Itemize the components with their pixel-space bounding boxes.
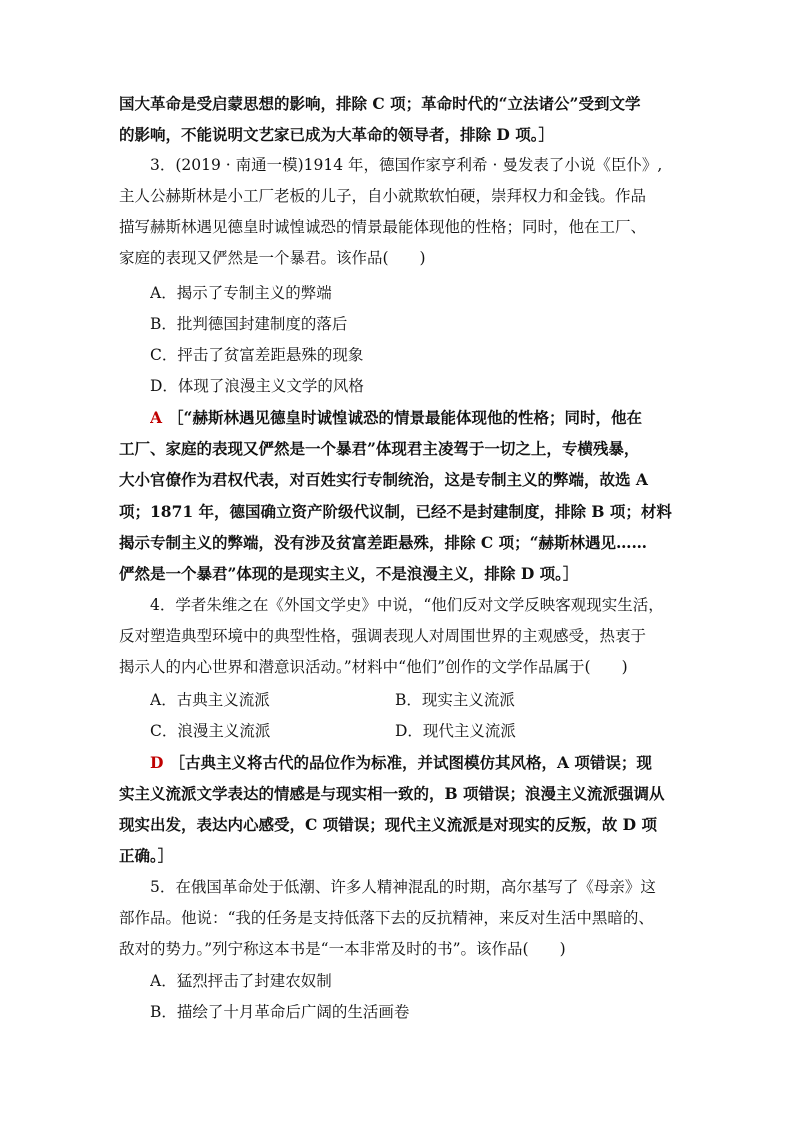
q3-explanation-line-1 <box>150 408 680 428</box>
q4-option-a: A．古典主义流派 <box>150 691 270 709</box>
q5-stem-line-3: 敌对的势力。”列宁称这本书是“一本非常及时的书”。该作品( ) <box>119 940 566 958</box>
q3-option-d: D．体现了浪漫主义文学的风格 <box>150 377 364 395</box>
q3-stem-line-3: 描写赫斯林遇见德皇时诚惶诚恐的情景最能体现他的性格；同时，他在工厂、 <box>119 218 647 236</box>
q3-stem-line-1: 3．(2019 · 南通一模)1914 年，德国作家亨利希 · 曼发表了小说《臣仆》, <box>150 156 663 174</box>
q4-explanation-text-1: ［古典主义将古代的品位作为标准，并试图模仿其风格，A 项错误；现 <box>169 753 652 772</box>
q3-stem-line-4: 家庭的表现又俨然是一个暴君。该作品( ) <box>119 249 426 267</box>
q3-option-b: B．批判德国封建制度的落后 <box>150 315 348 333</box>
q4-explanation-line-1 <box>150 753 680 773</box>
q4-option-d: D．现代主义流派 <box>395 722 516 740</box>
q4-stem-line-2: 反对塑造典型环境中的典型性格，强调表现人对周围世界的主观感受，热衷于 <box>119 627 647 645</box>
prev-explanation-line-1: 国大革命是受启蒙思想的影响，排除 C 项；革命时代的“立法诸公”受到文学 <box>119 94 641 113</box>
prev-explanation-line-2: 的影响，不能说明文艺家已成为大革命的领导者，排除 D 项。］ <box>119 125 554 144</box>
q5-stem-line-2: 部作品。他说：“我的任务是支持低落下去的反抗精神，来反对生活中黑暗的、 <box>119 909 654 927</box>
q3-option-c: C．抨击了贫富差距悬殊的现象 <box>150 346 364 364</box>
q5-stem-line-1: 5．在俄国革命处于低潮、许多人精神混乱的时期，高尔基写了《母亲》这 <box>150 878 656 896</box>
q4-stem-line-1: 4．学者朱维之在《外国文学史》中说，“他们反对文学反映客观现实生活， <box>150 596 664 614</box>
q5-option-a: A．猛烈抨击了封建农奴制 <box>150 972 332 990</box>
q4-stem-line-3: 揭示人的内心世界和潜意识活动。”材料中“他们”创作的文学作品属于( ) <box>119 658 628 676</box>
q3-stem-line-2: 主人公赫斯林是小工厂老板的儿子，自小就欺软怕硬，崇拜权力和金钱。作品 <box>119 187 647 205</box>
q3-explanation-line-5: 揭示专制主义的弊端，没有涉及贫富差距悬殊，排除 C 项；“赫斯林遇见…… <box>119 533 648 552</box>
q4-explanation-line-4: 正确。］ <box>119 846 174 865</box>
q3-option-a: A．揭示了专制主义的弊端 <box>150 284 332 302</box>
q3-explanation-line-2: 工厂、家庭的表现又俨然是一个暴君”体现君主凌驾于一切之上，专横残暴， <box>119 439 640 458</box>
q3-explanation-line-4: 项；1871 年，德国确立资产阶级代议制，已经不是封建制度，排除 B 项；材料 <box>119 502 672 521</box>
q3-explanation-line-3: 大小官僚作为君权代表，对百姓实行专制统治，这是专制主义的弊端，故选 A <box>119 470 648 489</box>
q3-explanation-line-6: 俨然是一个暴君”体现的是现实主义，不是浪漫主义，排除 D 项。］ <box>119 564 579 583</box>
q4-explanation-line-3: 现实出发，表达内心感受，C 项错误；现代主义流派是对现实的反叛，故 D 项 <box>119 815 657 834</box>
q5-option-b: B．描绘了十月革命后广阔的生活画卷 <box>150 1003 410 1021</box>
q4-answer-key: D <box>150 753 164 772</box>
q4-option-c: C．浪漫主义流派 <box>150 722 271 740</box>
q3-explanation-text-1: ［“赫斯林遇见德皇时诚惶诚恐的情景最能体现他的性格；同时，他在 <box>168 408 642 427</box>
q3-answer-key: A <box>150 408 163 427</box>
q4-explanation-line-2: 实主义流派文学表达的情感是与现实相一致的，B 项错误；浪漫主义流派强调从 <box>119 784 665 803</box>
q4-option-b: B．现实主义流派 <box>395 691 515 709</box>
